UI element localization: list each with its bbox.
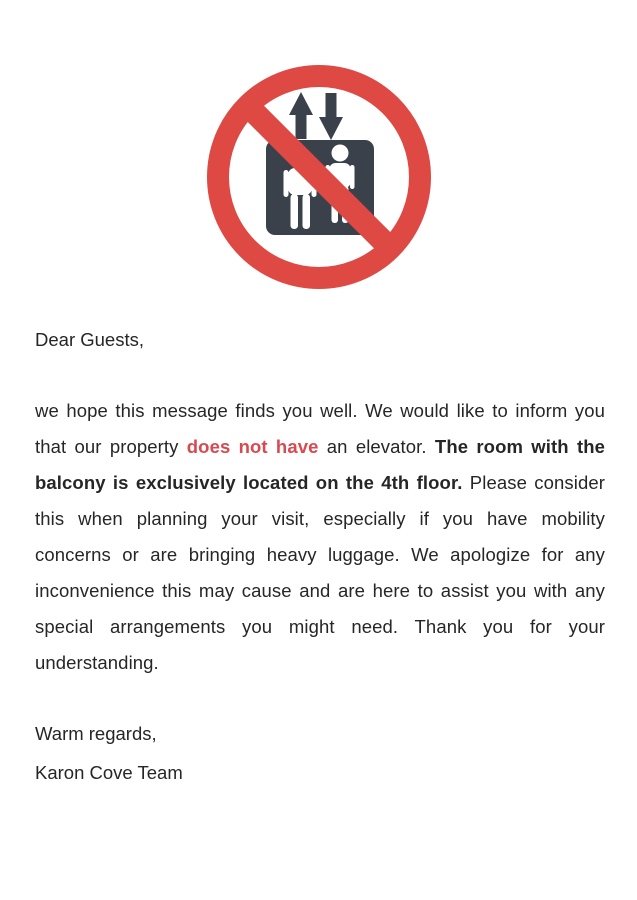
letter xyxy=(35,322,605,792)
up-arrow-icon xyxy=(289,92,313,139)
elevator-arrows xyxy=(289,92,343,140)
body-segment-normal: we hope this message finds you well. We would like to inform you that our property xyxy=(35,400,605,457)
no-elevator-icon xyxy=(205,63,433,291)
body-segment-normal: an elevator. xyxy=(318,436,435,457)
signature: Karon Cove Team xyxy=(35,762,183,783)
down-arrow-icon xyxy=(319,93,343,140)
letter-body xyxy=(35,393,605,681)
salutation: Dear Guests, xyxy=(35,329,144,350)
body-segment-bold: The room with the balcony is exclusively located on the 4th floor. xyxy=(35,436,605,493)
closing: Warm regards, xyxy=(35,723,157,744)
body-segment-accent-bold: does not have xyxy=(186,436,319,457)
body-segment-normal: Please consider this when planning your visit, especially if you have mobility concerns or are bringing heavy luggage. We apologize for any inconvenience this may cause and are here to assist you with any special arrangements you might need. Thank you for your understanding. xyxy=(35,472,606,673)
